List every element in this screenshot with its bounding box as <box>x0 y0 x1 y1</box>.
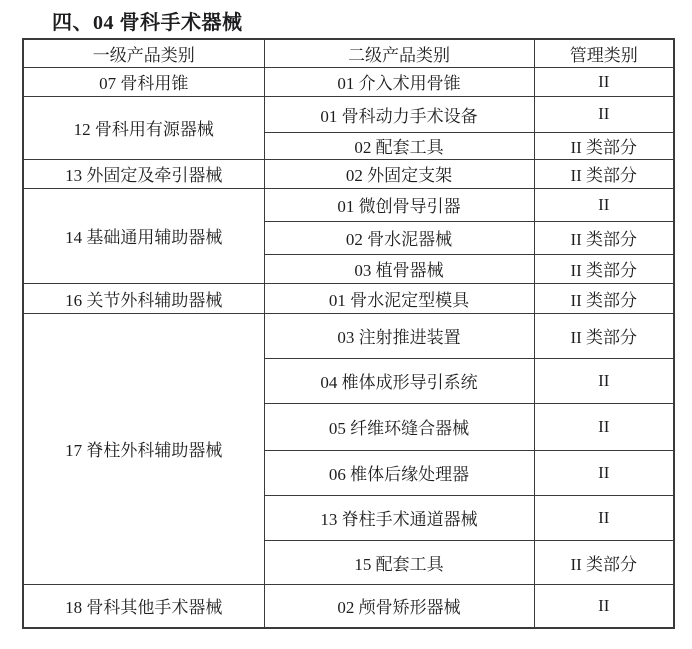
table-row <box>23 159 674 188</box>
level2-cell: 02 外固定支架 <box>264 159 534 188</box>
mgmt-cell: II <box>534 358 674 403</box>
level2-cell: 02 颅骨矫形器械 <box>264 584 534 628</box>
level2-cell: 02 骨水泥器械 <box>264 221 534 254</box>
mgmt-cell: II 类部分 <box>534 540 674 584</box>
header-mgmt-category: 管理类别 <box>534 39 674 67</box>
level2-cell: 04 椎体成形导引系统 <box>264 358 534 403</box>
section-title: 四、04 骨科手术器械 <box>52 12 243 34</box>
mgmt-cell: II <box>534 495 674 540</box>
level2-cell: 01 微创骨导引器 <box>264 188 534 221</box>
table-row <box>23 188 674 221</box>
mgmt-cell: II <box>534 96 674 132</box>
level2-cell: 03 注射推进装置 <box>264 313 534 358</box>
level2-cell: 01 骨水泥定型模具 <box>264 283 534 313</box>
classification-table <box>22 38 675 629</box>
table-row <box>23 313 674 358</box>
mgmt-cell: II <box>534 67 674 96</box>
level1-cell: 18 骨科其他手术器械 <box>23 584 264 628</box>
mgmt-cell: II <box>534 450 674 495</box>
level1-cell: 12 骨科用有源器械 <box>23 96 264 159</box>
table-row <box>23 67 674 96</box>
table-row <box>23 96 674 132</box>
level1-cell: 17 脊柱外科辅助器械 <box>23 313 264 584</box>
level2-cell: 03 植骨器械 <box>264 254 534 283</box>
mgmt-cell: II 类部分 <box>534 283 674 313</box>
header-level1-category: 一级产品类别 <box>23 39 264 67</box>
level2-cell: 05 纤维环缝合器械 <box>264 403 534 450</box>
level1-cell: 07 骨科用锥 <box>23 67 264 96</box>
level2-cell: 13 脊柱手术通道器械 <box>264 495 534 540</box>
mgmt-cell: II 类部分 <box>534 132 674 159</box>
level1-cell: 14 基础通用辅助器械 <box>23 188 264 283</box>
level2-cell: 15 配套工具 <box>264 540 534 584</box>
level2-cell: 02 配套工具 <box>264 132 534 159</box>
level1-cell: 16 关节外科辅助器械 <box>23 283 264 313</box>
mgmt-cell: II 类部分 <box>534 159 674 188</box>
mgmt-cell: II <box>534 584 674 628</box>
level1-cell: 13 外固定及牵引器械 <box>23 159 264 188</box>
table-row <box>23 283 674 313</box>
level2-cell: 01 介入术用骨锥 <box>264 67 534 96</box>
table-row <box>23 584 674 628</box>
header-level2-category: 二级产品类别 <box>264 39 534 67</box>
table-header-row <box>23 39 674 67</box>
mgmt-cell: II 类部分 <box>534 313 674 358</box>
mgmt-cell: II 类部分 <box>534 221 674 254</box>
mgmt-cell: II 类部分 <box>534 254 674 283</box>
mgmt-cell: II <box>534 188 674 221</box>
level2-cell: 01 骨科动力手术设备 <box>264 96 534 132</box>
mgmt-cell: II <box>534 403 674 450</box>
level2-cell: 06 椎体后缘处理器 <box>264 450 534 495</box>
